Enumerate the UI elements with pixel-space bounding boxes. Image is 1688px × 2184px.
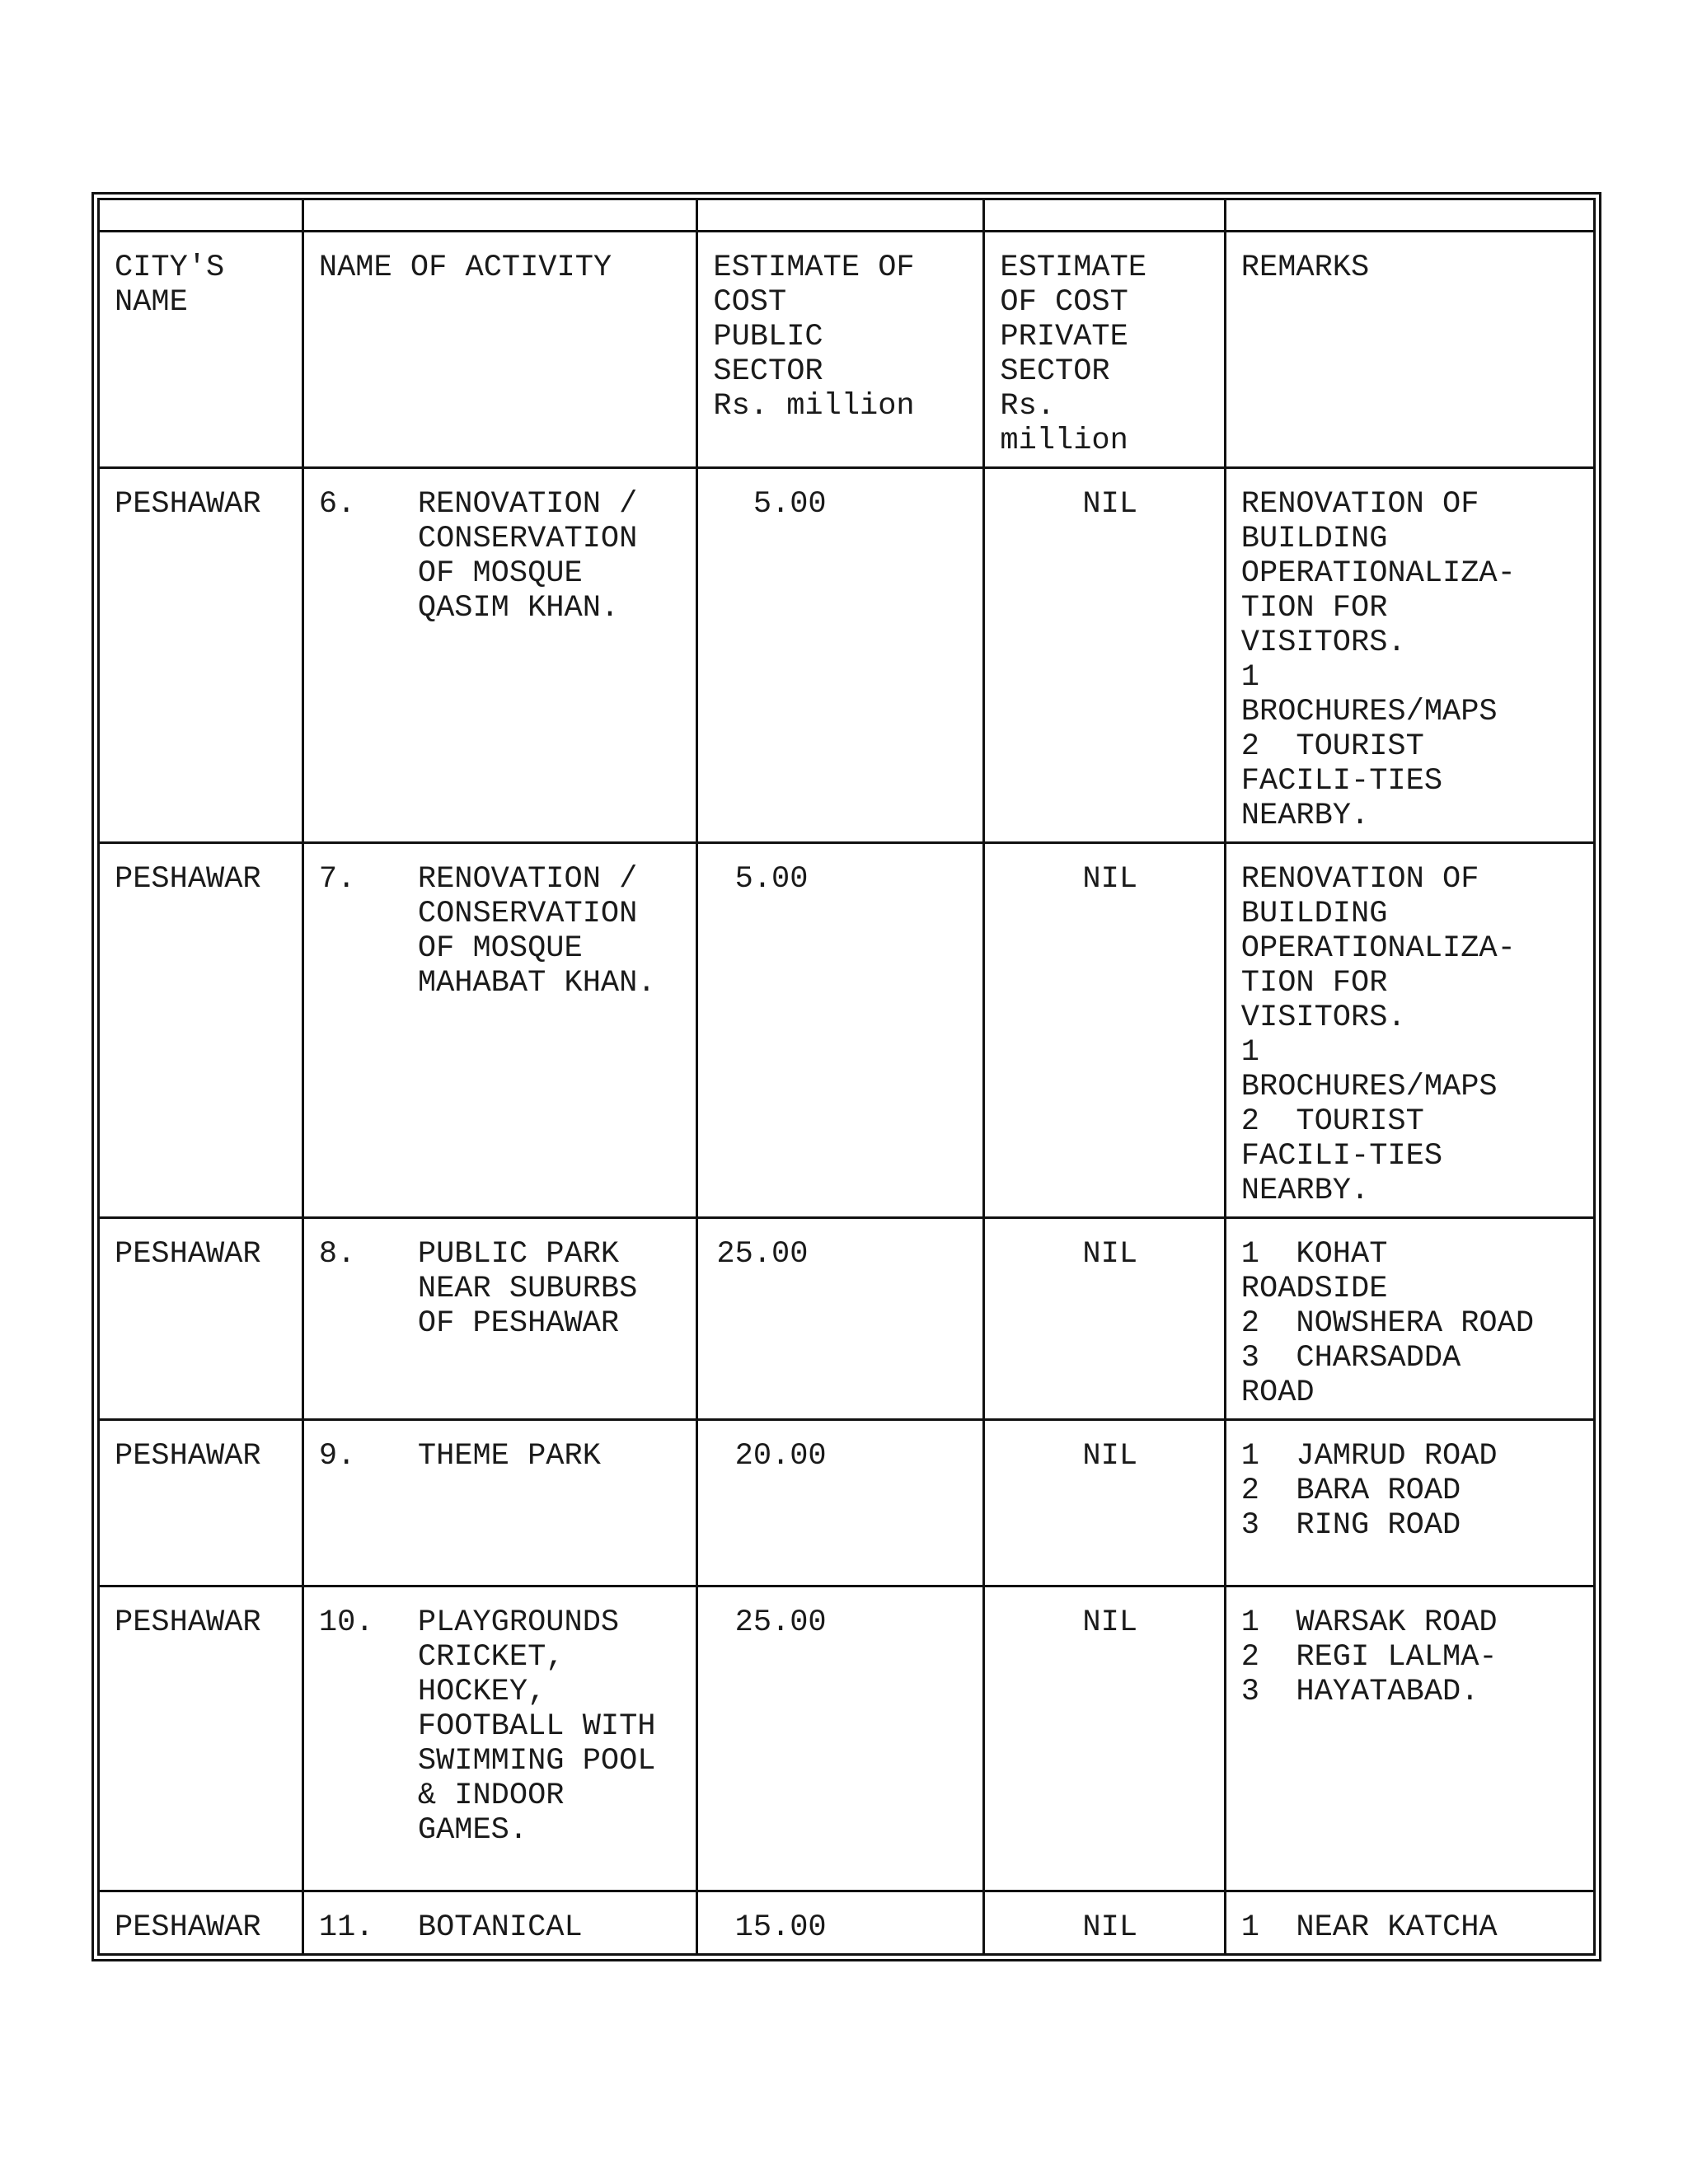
header-activity: NAME OF ACTIVITY	[302, 232, 697, 468]
public-cost-cell: 25.00	[697, 1218, 984, 1420]
private-cost-value: NIL	[1082, 862, 1138, 897]
header-public-cost: ESTIMATE OF COST PUBLIC SECTOR Rs. million	[697, 232, 984, 468]
activity-name: RENOVATION / CONSERVATION OF MOSQUE QASIM KHAN.	[417, 487, 638, 626]
activity-name: THEME PARK	[417, 1439, 601, 1474]
public-cost-cell: 15.00	[697, 1891, 984, 1955]
activity-number: 9.	[318, 1439, 356, 1474]
blank-cell	[99, 199, 303, 232]
table-row	[99, 1891, 1595, 1955]
city-cell: PESHAWAR	[99, 1891, 303, 1955]
activity-cell	[302, 843, 697, 1218]
city-cell: PESHAWAR	[99, 1218, 303, 1420]
table-row	[99, 468, 1595, 843]
private-cost-cell	[984, 1891, 1225, 1955]
private-cost-value: NIL	[1082, 487, 1138, 522]
activity-name: RENOVATION / CONSERVATION OF MOSQUE MAHABAT KHAN.	[417, 862, 656, 1001]
cost-estimate-table	[97, 198, 1596, 1956]
private-cost-cell	[984, 1218, 1225, 1420]
blank-top-row	[99, 199, 1595, 232]
remarks-cell: RENOVATION OF BUILDING OPERATIONALIZA- TION FOR VISITORS. 1 BROCHURES/MAPS 2 TOURIST FACILI-TIES NEARBY.	[1225, 468, 1594, 843]
public-cost-cell: 20.00	[697, 1420, 984, 1586]
city-cell: PESHAWAR	[99, 1586, 303, 1891]
header-row	[99, 232, 1595, 468]
activity-name: PUBLIC PARK NEAR SUBURBS OF PESHAWAR	[417, 1237, 638, 1341]
private-cost-value: NIL	[1082, 1605, 1138, 1640]
activity-cell	[302, 1891, 697, 1955]
table-row	[99, 1420, 1595, 1586]
header-private-cost: ESTIMATE OF COST PRIVATE SECTOR Rs. million	[984, 232, 1225, 468]
blank-cell	[302, 199, 697, 232]
activity-number: 8.	[318, 1237, 356, 1272]
city-cell: PESHAWAR	[99, 1420, 303, 1586]
table-row	[99, 1218, 1595, 1420]
table-row	[99, 843, 1595, 1218]
activity-number: 11.	[318, 1910, 374, 1945]
activity-number: 10.	[318, 1605, 374, 1640]
activity-cell	[302, 1586, 697, 1891]
private-cost-cell	[984, 1420, 1225, 1586]
public-cost-cell: 25.00	[697, 1586, 984, 1891]
private-cost-cell	[984, 468, 1225, 843]
table-row	[99, 1586, 1595, 1891]
blank-cell	[1225, 199, 1594, 232]
private-cost-value: NIL	[1082, 1439, 1138, 1474]
city-cell: PESHAWAR	[99, 468, 303, 843]
private-cost-cell	[984, 843, 1225, 1218]
remarks-cell: 1 NEAR KATCHA	[1225, 1891, 1594, 1955]
remarks-cell: 1 WARSAK ROAD 2 REGI LALMA- 3 HAYATABAD.	[1225, 1586, 1594, 1891]
activity-name: PLAYGROUNDS CRICKET, HOCKEY, FOOTBALL WITH SWIMMING POOL & INDOOR GAMES.	[417, 1605, 656, 1848]
remarks-cell: 1 KOHAT ROADSIDE 2 NOWSHERA ROAD 3 CHARSADDA ROAD	[1225, 1218, 1594, 1420]
private-cost-value: NIL	[1082, 1910, 1138, 1945]
public-cost-cell: 5.00	[697, 468, 984, 843]
header-city: CITY'S NAME	[99, 232, 303, 468]
activity-name: BOTANICAL	[417, 1910, 583, 1945]
remarks-cell: RENOVATION OF BUILDING OPERATIONALIZA- TION FOR VISITORS. 1 BROCHURES/MAPS 2 TOURIST FACILI-TIES NEARBY.	[1225, 843, 1594, 1218]
activity-number: 6.	[318, 487, 356, 522]
public-cost-cell: 5.00	[697, 843, 984, 1218]
private-cost-value: NIL	[1082, 1237, 1138, 1272]
activity-cell	[302, 1420, 697, 1586]
city-cell: PESHAWAR	[99, 843, 303, 1218]
activity-cell	[302, 468, 697, 843]
header-remarks: REMARKS	[1225, 232, 1594, 468]
activity-number: 7.	[318, 862, 356, 897]
blank-cell	[697, 199, 984, 232]
activity-cell	[302, 1218, 697, 1420]
remarks-cell: 1 JAMRUD ROAD 2 BARA ROAD 3 RING ROAD	[1225, 1420, 1594, 1586]
blank-cell	[984, 199, 1225, 232]
private-cost-cell	[984, 1586, 1225, 1891]
